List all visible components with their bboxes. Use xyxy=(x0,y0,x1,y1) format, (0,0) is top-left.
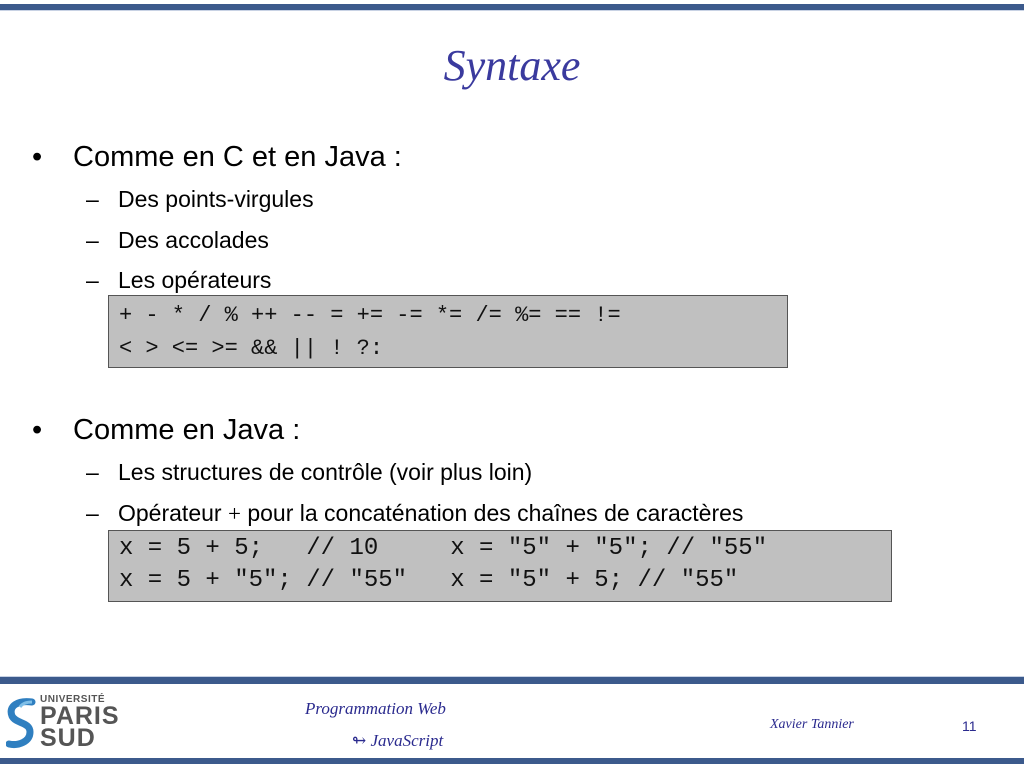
dash-mark: – xyxy=(86,459,99,485)
code-line: x = 5 + 5; // 10 x = "5" + "5"; // "55" xyxy=(119,535,768,562)
operators-code-box xyxy=(108,295,788,368)
bullet-text: Comme en C et en Java : xyxy=(73,141,402,173)
code-line: + - * / % ++ -- = += -= *= /= %= == != xyxy=(119,303,621,328)
footer-course: Programmation Web xyxy=(305,699,446,718)
top-bar xyxy=(0,4,1024,11)
logo-line-sud: SUD xyxy=(40,724,96,752)
subitem-text: Les structures de contrôle (voir plus loin) xyxy=(118,459,533,485)
subitem-text xyxy=(118,498,743,529)
dash-mark: – xyxy=(86,186,99,212)
code-line: < > <= >= && || ! ?: xyxy=(119,336,384,361)
subitem-text: Des points-virgules xyxy=(118,186,314,212)
logo-line-univ: UNIVERSITÉ xyxy=(40,694,106,705)
page-number: 11 xyxy=(962,718,977,734)
logo-s-icon xyxy=(6,698,36,750)
footer-topic: JavaScript xyxy=(370,731,444,750)
university-logo xyxy=(6,694,120,754)
text-before: Opérateur xyxy=(118,500,228,526)
concat-code-box xyxy=(108,530,892,602)
subitem-text: Des accolades xyxy=(118,227,269,253)
curved-arrow-icon: ↬ xyxy=(352,731,367,750)
footer-topic-line xyxy=(352,731,443,751)
bullet-text: Comme en Java : xyxy=(73,414,301,446)
subitem-text: Les opérateurs xyxy=(118,267,272,293)
code-line: x = 5 + "5"; // "55" x = "5" + 5; // "55" xyxy=(119,567,739,594)
bottom-bar xyxy=(0,758,1024,764)
footer-rule xyxy=(0,676,1024,684)
plus-operator: + xyxy=(227,501,241,526)
logo-line-paris: PARIS xyxy=(40,702,120,730)
footer-author: Xavier Tannier xyxy=(770,717,854,732)
text-after: pour la concaténation des chaînes de caractères xyxy=(240,500,744,526)
dash-mark: – xyxy=(86,267,99,293)
dash-mark: – xyxy=(86,500,99,526)
bullet-mark: • xyxy=(32,414,43,446)
slide-title: Syntaxe xyxy=(443,41,581,90)
dash-mark: – xyxy=(86,227,99,253)
bullet-mark: • xyxy=(32,141,43,173)
